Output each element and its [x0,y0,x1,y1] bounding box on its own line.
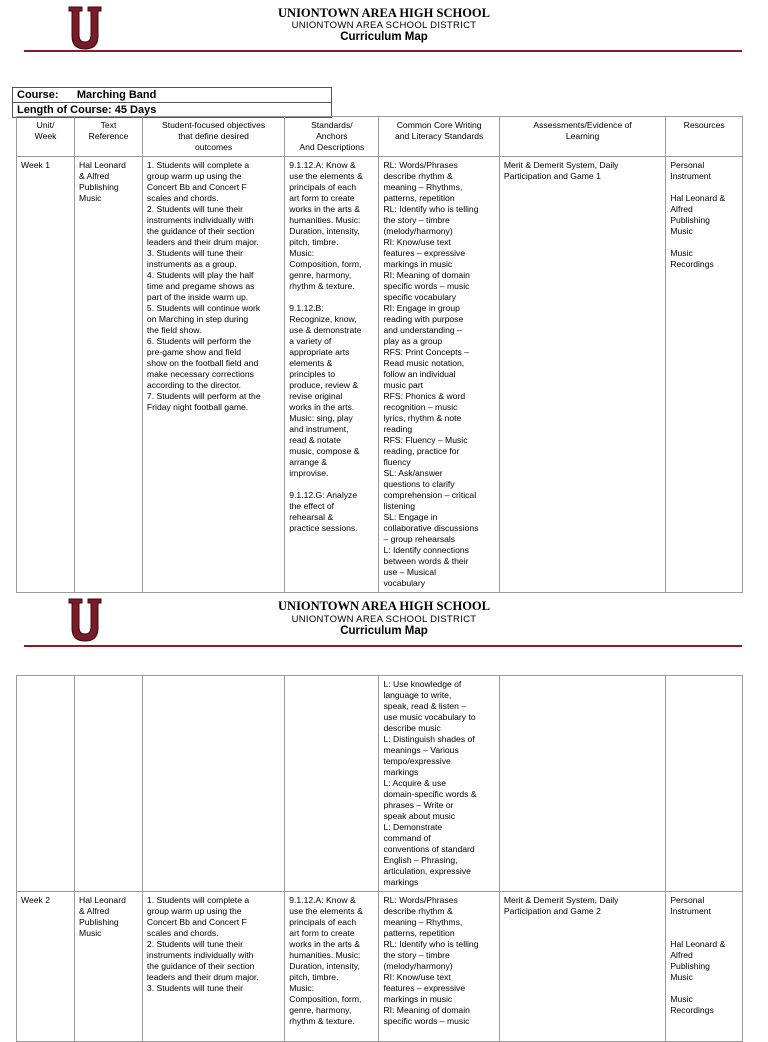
objectives-cell: 1. Students will complete a group warm up using the Concert Bb and Concert F scales and chords. 2. Students will tune their instruments individually with the guidance of their section leaders and their drum major. 3. Students will tune their instruments as a group. 4. Students will play the half time and pregame shows as part of the inside warm up. 5. Students will continue work on Marching in step during the field show. 6. Students will perform the pre-game show and field show on the football field and make necessary corrections according to the director. 7. Students will perform at the Friday night football game. [142,157,284,593]
text-reference-cell: Hal Leonard & Alfred Publishing Music [75,892,143,1042]
district-name: UNIONTOWN AREA SCHOOL DISTRICT [291,20,477,31]
header-common-core: Common Core Writing and Literacy Standards [379,117,499,157]
objectives-cell: 1. Students will complete a group warm up using the Concert Bb and Concert F scales and chords. 2. Students will tune their instruments individually with the guidance of their section leaders and their drum major. 3. Students will tune their [142,892,284,1042]
header-divider [24,50,742,52]
table-row [17,676,743,892]
curriculum-table-continued [16,675,743,1042]
document-title: Curriculum Map [340,625,428,637]
common-core-cell: RL: Words/Phrases describe rhythm & meaning – Rhythms, patterns, repetition RL: Identify who is telling the story – timbre (melody/harmony) RI: Know/use text features – expressive markings in music RI: Meaning of domain specific words – music [379,892,499,1042]
common-core-cell: RL: Words/Phrases describe rhythm & meaning – Rhythms, patterns, repetition RL: Identify who is telling the story – timbre (melody/harmony) RI: Know/use text features – expressive markings in music RI: Meaning of domain specific words – music specific vocabulary RI: Engage in group reading with purpose and understanding – play as a group RFS: Print Concepts – Read music notation, follow an individual music part RFS: Phonics & word recognition – music lyrics, rhythm & note reading RFS: Fluency – Music reading, practice for fluency SL: Ask/answer questions to clarify comprehension – critical listening SL: Engage in collaborative discussions – group rehearsals L: Identify connections between words & their use – Musical vocabulary [379,157,499,593]
standards-cell: 9.1.12.A: Know & use the elements & principals of each art form to create works in the arts & humanities. Music: Duration, intensity, pitch, timbre. Music: Composition, form, genre, harmony, rhythm & texture. 9.1.12.B: Recognize, know, use & demonstrate a variety of appropriate arts elements & principles to produce, review & revise original works in the arts. Music: sing, play and instrument, read & notate music, compose & arrange & improvise. 9.1.12.G: Analyze the effect of rehearsal & practice sessions. [285,157,379,593]
table-row [17,892,743,1042]
district-name: UNIONTOWN AREA SCHOOL DISTRICT [291,614,477,625]
header-standards: Standards/ Anchors And Descriptions [285,117,379,157]
unit-week-cell: Week 2 [17,892,75,1042]
text-reference-cell: Hal Leonard & Alfred Publishing Music [75,157,143,593]
school-name: UNIONTOWN AREA HIGH SCHOOL [278,599,490,613]
header-text-reference: Text Reference [75,117,143,157]
header-objectives: Student-focused objectives that define desired outcomes [142,117,284,157]
table-header-row [17,117,743,157]
common-core-cell: L: Use knowledge of language to write, speak, read & listen – use music vocabulary to describe music L: Distinguish shades of meanings – Various tempo/expressive markings L: Acquire & use domain-specific words & phrases – Write or speak about music L: Demonstrate command of conventions of standard English – Phrasing, articulation, expressive markings [379,676,499,892]
resources-cell: Personal Instrument Hal Leonard & Alfred Publishing Music Music Recordings [666,157,743,593]
assessment-cell: Merit & Demerit System, Daily Participation and Game 1 [499,157,665,593]
standards-cell: 9.1.12.A: Know & use the elements & principals of each art form to create works in the arts & humanities. Music: Duration, intensity, pitch, timbre. Music: Composition, form, genre, harmony, rhythm & texture. [285,892,379,1042]
school-name: UNIONTOWN AREA HIGH SCHOOL [278,6,490,20]
course-length: Length of Course: 45 Days [13,102,331,117]
header-resources: Resources [666,117,743,157]
document-title: Curriculum Map [340,31,428,43]
course-info-box [12,87,332,118]
curriculum-table [16,116,743,593]
unit-week-cell: Week 1 [17,157,75,593]
resources-cell: Personal Instrument Hal Leonard & Alfred Publishing Music Music Recordings [666,892,743,1042]
assessment-cell: Merit & Demerit System, Daily Participation and Game 2 [499,892,665,1042]
header-divider [24,645,742,647]
header-assessments: Assessments/Evidence of Learning [499,117,665,157]
course-name: Course: Marching Band [17,89,157,101]
header-unit-week: Unit/ Week [17,117,75,157]
table-row [17,157,743,593]
